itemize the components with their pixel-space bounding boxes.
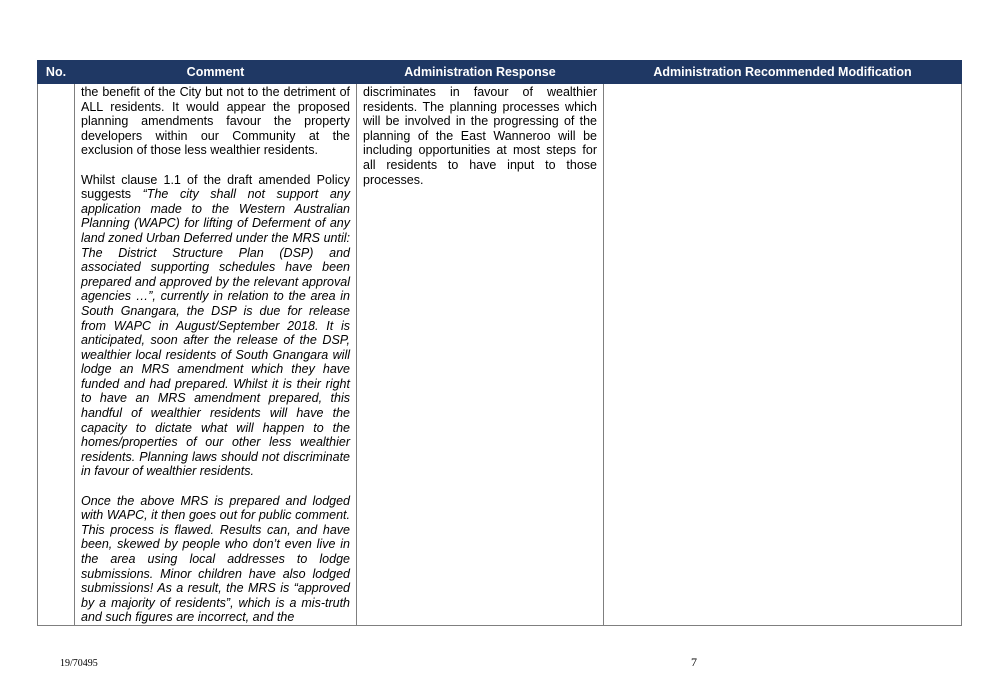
comment-paragraph-2-quote: “The city shall not support any application made to the Western Australian Planning (WAPC) for lifting of Deferment of any land zoned Urban Deferred under the MRS until: The District Structure Plan (DSP) and associated supporting schedules have been prepared and approved by the relevant approval agencies …”, currently in relation to the area in South Gnangara, the DSP is due for release from WAPC in August/September 2018. It is anticipated, soon after the release of the DSP, wealthier local residents of South Gnangara will lodge an MRS amendment which they have funded and had prepared. Whilst it is their right to have an MRS amendment prepared, this handful of wealthier residents will have the capacity to dictate what will happen to the homes/properties of our other less wealthier residents. Planning laws should not discriminate in favour of wealthier residents. bbox=[81, 187, 351, 479]
header-row bbox=[38, 61, 962, 84]
header-comment: Comment bbox=[75, 61, 357, 84]
document-reference: 19/70495 bbox=[60, 658, 98, 669]
comment-paragraph-2 bbox=[81, 173, 350, 479]
comment-paragraph-1: the benefit of the City but not to the detriment of ALL residents. It would appear the proposed planning amendments favour the property developers within our Community at the exclusion of those less wealthier residents. bbox=[81, 85, 350, 158]
page-number: 7 bbox=[691, 655, 697, 669]
header-recommended-modification: Administration Recommended Modification bbox=[604, 61, 962, 84]
cell-no bbox=[38, 84, 75, 626]
table-row bbox=[38, 84, 962, 626]
cell-recommended-modification bbox=[604, 84, 962, 626]
header-no: No. bbox=[38, 61, 75, 84]
submissions-table bbox=[37, 60, 962, 626]
comment-paragraph-3: Once the above MRS is prepared and lodged with WAPC, it then goes out for public comment. This process is flawed. Results can, and have been, skewed by people who don’t even live in the area using local addresses to lodge submissions. Minor children have also lodged submissions! As a result, the MRS is “approved by a majority of residents”, which is a mis-truth and such figures are incorrect, and the bbox=[81, 493, 350, 625]
cell-comment bbox=[75, 84, 357, 626]
comment-paragraph-2-lead: Whilst clause 1.1 of the draft amended Policy suggests bbox=[81, 172, 350, 202]
header-administration-response: Administration Response bbox=[357, 61, 604, 84]
cell-administration-response: discriminates in favour of wealthier residents. The planning processes which will be involved in the progressing of the planning of the East Wanneroo will be including opportunities at most steps for all residents to have input to those processes. bbox=[357, 84, 604, 626]
